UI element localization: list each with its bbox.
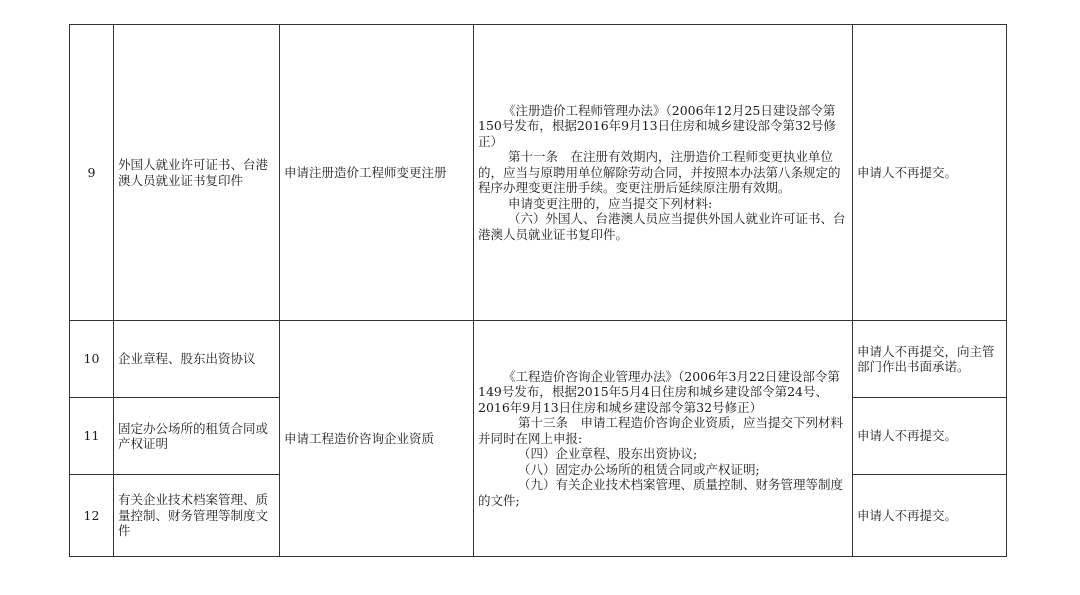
row-number: 10: [70, 321, 114, 398]
basis-paragraph: （九）有关企业技术档案管理、质量控制、财务管理等制度的文件;: [478, 477, 844, 508]
item-cell: 申请注册造价工程师变更注册: [280, 25, 474, 321]
basis-cell: [474, 25, 853, 321]
basis-paragraph: 第十一条 在注册有效期内，注册造价工程师变更执业单位的，应当与原聘用单位解除劳动合同，并按照本办法第八条规定的程序办理变更注册手续。变更注册后延续原注册有效期。: [478, 149, 841, 196]
material-cell: 外国人就业许可证书、台港澳人员就业证书复印件: [114, 25, 280, 321]
material-cell: 固定办公场所的租赁合同或产权证明: [114, 398, 280, 475]
basis-paragraph: 第十三条 申请工程造价咨询企业资质，应当提交下列材料并同时在网上申报:: [478, 415, 844, 446]
row-number: 11: [70, 398, 114, 475]
handling-cell: 申请人不再提交。: [853, 475, 1007, 557]
basis-cell: [474, 321, 853, 557]
row-number: 9: [70, 25, 114, 321]
item-cell: 申请工程造价咨询企业资质: [280, 321, 474, 557]
basis-paragraph: 《注册造价工程师管理办法》（2006年12月25日建设部令第150号发布，根据2016年9月13日住房和城乡建设部令第32号修正）: [478, 102, 836, 149]
basis-paragraph: （四）企业章程、股东出资协议;: [518, 446, 698, 462]
handling-cell: 申请人不再提交。: [853, 25, 1007, 321]
material-cell: 企业章程、股东出资协议: [114, 321, 280, 398]
basis-paragraph: （六）外国人、台港澳人员应当提供外国人就业许可证书、台港澳人员就业证书复印件。: [478, 211, 846, 242]
table-row: [70, 321, 1007, 398]
table-row: [70, 25, 1007, 321]
basis-paragraph: 申请变更注册的，应当提交下列材料:: [508, 195, 713, 211]
handling-cell: 申请人不再提交，向主管部门作出书面承诺。: [853, 321, 1007, 398]
row-number: 12: [70, 475, 114, 557]
basis-paragraph: （八）固定办公场所的租赁合同或产权证明;: [518, 461, 760, 477]
handling-cell: 申请人不再提交。: [853, 398, 1007, 475]
material-cell: 有关企业技术档案管理、质量控制、财务管理等制度文件: [114, 475, 280, 557]
document-table: [69, 24, 1007, 557]
basis-paragraph: 《工程造价咨询企业管理办法》（2006年3月22日建设部令第149号发布，根据2015年5月4日住房和城乡建设部令第24号、2016年9月13日住房和城乡建设部令第32号修正）: [478, 368, 840, 415]
